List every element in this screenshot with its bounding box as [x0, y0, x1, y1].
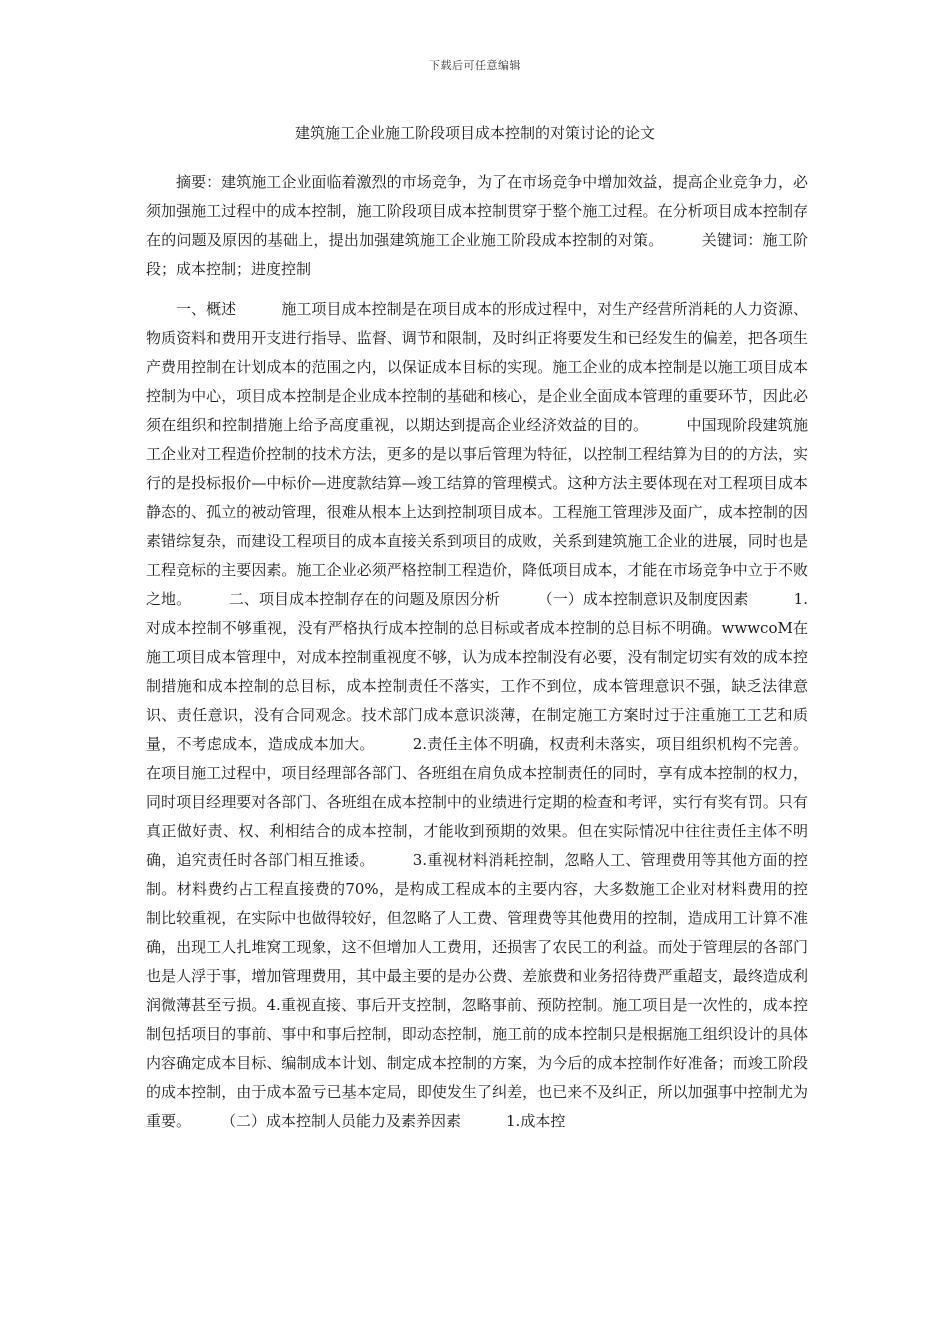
- document-title: 建筑施工企业施工阶段项目成本控制的对策讨论的论文: [294, 124, 655, 142]
- body-paragraph: 一、概述 施工项目成本控制是在项目成本的形成过程中，对生产经营所消耗的人力资源、物质资料和费用开支进行指导、监督、调节和限制，及时纠正将要发生和已经发生的偏差，把各项生产费用控制在计划成本的范围之内，以保证成本目标的实现。施工企业的成本控制是以施工项目成本控制为中心，项目成本控制是企业成本控制的基础和核心，是企业全面成本管理的重要环节，因此必须在组织和控制措施上给予高度重视，以期达到提高企业经济效益的目的。 中国现阶段建筑施工企业对工程造价控制的技术方法，更多的是以事后管理为特征，以控制工程结算为目的的方法，实行的是投标报价—中标价—进度款结算—竣工结算的管理模式。这种方法主要体现在对工程项目成本静态的、孤立的被动管理，很难从根本上达到控制项目成本。工程施工管理涉及面广，成本控制的因素错综复杂，而建设工程项目的成本直接关系到项目的成败，关系到建筑施工企业的进展，同时也是工程竞标的主要因素。施工企业必须严格控制工程造价，降低项目成本，才能在市场竞争中立于不败之地。 二、项目成本控制存在的问题及原因分析 （一）成本控制意识及制度因素 1.对成本控制不够重视，没有严格执行成本控制的总目标或者成本控制的总目标不明确。wwwcoM在施工项目成本管理中，对成本控制重视度不够，认为成本控制没有必要，没有制定切实有效的成本控制措施和成本控制的总目标，成本控制责任不落实，工作不到位，成本管理意识不强，缺乏法律意识、责任意识，没有合同观念。技术部门成本意识淡薄，在制定施工方案时过于注重施工工艺和质量，不考虑成本，造成成本加大。 2.责任主体不明确，权责利未落实，项目组织机构不完善。在项目施工过程中，项目经理部各部门、各班组在肩负成本控制责任的同时，享有成本控制的权力，同时项目经理要对各部门、各班组在成本控制中的业绩进行定期的检查和考评，实行有奖有罚。只有真正做好责、权、利相结合的成本控制，才能收到预期的效果。但在实际情况中往往责任主体不明确，追究责任时各部门相互推诿。 3.重视材料消耗控制，忽略人工、管理费用等其他方面的控制。材料费约占工程直接费的70%，是构成工程成本的主要内容，大多数施工企业对材料费用的控制比较重视，在实际中也做得较好，但忽略了人工费、管理费等其他费用的控制，造成用工计算不准确，出现工人扎堆窝工现象，这不但增加人工费用，还损害了农民工的利益。而处于管理层的各部门也是人浮于事，增加管理费用，其中最主要的是办公费、差旅费和业务招待费严重超支，最终造成利润微薄甚至亏损。4.重视直接、事后开支控制，忽略事前、预防控制。施工项目是一次性的，成本控制包括项目的事前、事中和事后控制，即动态控制，施工前的成本控制只是根据施工组织设计的具体内容确定成本目标、编制成本计划、制定成本控制的方案，为今后的成本控制作好准备；而竣工阶段的成本控制，由于成本盈亏已基本定局，即使发生了纠差，也已来不及纠正，所以加强事中控制尤为重要。 （二）成本控制人员能力及素养因素 1.成本控: [146, 300, 808, 1130]
- header-note: 下载后可任意编辑: [429, 59, 521, 72]
- abstract-paragraph: 摘要：建筑施工企业面临着激烈的市场竞争，为了在市场竞争中增加效益，提高企业竞争力，必须加强施工过程中的成本控制，施工阶段项目成本控制贯穿于整个施工过程。在分析项目成本控制存在的问题及原因的基础上，提出加强建筑施工企业施工阶段成本控制的对策。 关键词：施工阶段；成本控制；进度控制: [146, 173, 808, 278]
